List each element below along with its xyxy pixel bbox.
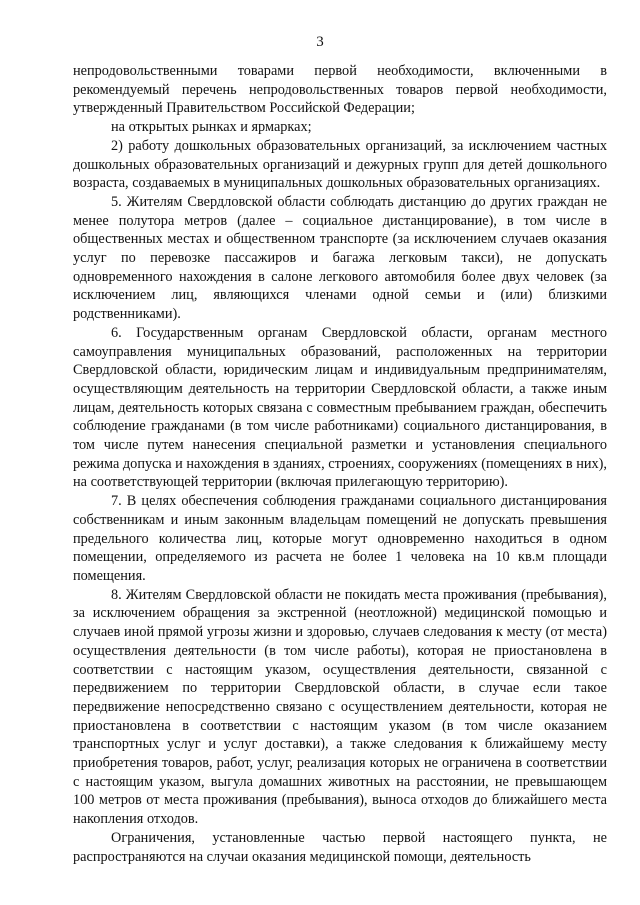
paragraph-markets: на открытых рынках и ярмарках; — [111, 119, 312, 136]
paragraph-continuation: непродовольственными товарами первой необходимости, включенными в рекомендуемый перечень непродовольственных товаров первой необходимости, утвержденный Правительством Российской Федерации; — [73, 63, 607, 117]
paragraph-item-8-part-2: Ограничения, установленные частью первой настоящего пункта, не распространяются на случаи оказания медицинской помощи, деятельность — [73, 829, 607, 865]
paragraph-item-2: 2) работу дошкольных образовательных организаций, за исключением частных дошкольных образовательных организаций и дежурных групп для детей дошкольного возраста, создаваемых в муниципальных дошкольных образовательных организациях. — [73, 137, 607, 192]
paragraph-item-7: 7. В целях обеспечения соблюдения гражданами социального дистанцирования собственникам и иным законным владельцам помещений не допускать превышения предельного количества лиц, которые могут одновременно находиться в одном помещении, определяемого из расчета не более 1 человека на 10 кв.м площади помещения. — [73, 493, 607, 584]
document-body — [73, 62, 607, 866]
paragraph-item-5: 5. Жителям Свердловской области соблюдать дистанцию до других граждан не менее полутора метров (далее – социальное дистанцирование), в том числе в общественных местах и общественном транспорте (за исключением случаев оказания услуг по перевозке пассажиров и багажа легковым такси), не допускать одновременного нахождения в салоне легкового автомобиля более двух человек (за исключением лиц, являющихся членами одной семьи и (или) близкими родственниками). — [73, 193, 607, 323]
paragraph-item-8: 8. Жителям Свердловской области не покидать места проживания (пребывания), за исключением обращения за экстренной (неотложной) медицинской помощью и случаев иной прямой угрозы жизни и здоровью, случаев следования к месту (от места) осуществления деятельности (в том числе работы), которая не приостановлена в соответствии с настоящим указом, осуществления деятельности, связанной с передвижением по территории Свердловской области, в случае если такое передвижение непосредственно связано с осуществлением деятельности, которая не приостановлена в соответствии с настоящим указом (в том числе оказанием транспортных услуг и услуг доставки), а также следования к ближайшему месту приобретения товаров, работ, услуг, реализация которых не ограничена в соответствии с настоящим указом, выгула домашних животных на расстоянии, не превышающем 100 метров от места проживания (пребывания), выноса отходов до ближайшего места накопления отходов. — [73, 586, 607, 828]
paragraph-item-6: 6. Государственным органам Свердловской области, органам местного самоуправления муниципальных образований, расположенных на территории Свердловской области, юридическим лицам и индивидуальным предпринимателям, осуществляющим деятельность на территории Свердловской области, а также иным лицам, деятельность которых связана с совместным пребыванием граждан, обеспечить соблюдение гражданами (в том числе работниками) социального дистанцирования, в том числе путем нанесения специальной разметки и установления специального режима допуска и нахождения в зданиях, строениях, сооружениях (помещениях в них), на соответствующей территории (включая прилегающую территорию). — [73, 324, 607, 491]
page-number: 3 — [316, 34, 324, 50]
